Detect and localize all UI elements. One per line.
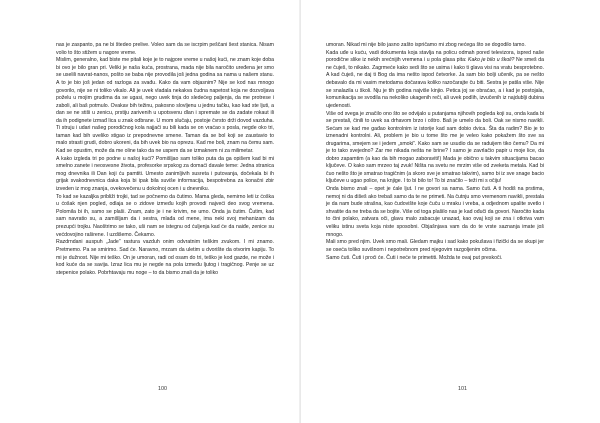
paragraph: Mislim, generalno, kad biste me pitali koje je to najgore vreme u našoj kući, ne znam koje doba bi ovo je bilo gran pri. Veliki je naša kuća, prostrana, mada nije bila naročito uređena jer smo se uselili navrat-nanos, pošto se baba nije provodila još jedna godina sa nama u našem stanu. A to je bio još jedan od razloga za svađu. Kako da vam objasnim? Nije se kod nas mnogo govorilo, nije se ni toliko vikalo. Ali je uvek vladala nekakva čudna napetost koja ne dozvoljava poželu u mojim grudima da se ugasi, nego uvek tinja do sledećeg paljenja, da me protrese i zaboli, ali baš potmulo. Ovakav bih težinu, pakosno slovljenu u jednu tačku, kao kad ste ljuti, a dan se ne stiši u zenicu, prstiju zarivenih u upotsvenu dlan i spremate se da zadate rokaut ili da ih podignete izmađ lica u znak odbrane. U mom slučaju, postoje čvrsto drži dovod vazduha. Ti struju i udari našeg porodičnog kola najjači su bili kada se on vraćao s posla, negde oko tri, taman kad bih uveliko stigao iz prepodnevne smene. Taman da se bol koji se zaustavio to malo strasti grudi, dobro ukoreni, da bih uvek bio na oprezu. Kad me boli, znam na čemu sam. Kad se opustim, može da me oline tako da ne uspem da se izmaknem ni za milimetar. bbox=[56, 57, 274, 154]
paragraph: Više od svega je značilo ono što se odvijalo u putanjama njihovih pogleda koji su, onda kada bi se prestali, činili to uvek sa drhavom brzo i oštro. Baš je umelo da boli. Oak se nismo navikli. Sećam se kad me gađao kontrolnim iz istorije kad sam dobio dvica. Šta da radim? Bio je to iznenadni kontrolni. Ali, problem je bio u tome što me je veleo kako pokažem što sve sa drugarima, smejem se i jedem „smoki”. Kako sam se usudio da se raduijem tiko čemu? Da mi je to tako svejedno? Zar me nikada nešta ne brine? I samo je zavrlačio papir u moje lice, da dobro zapamtim (a kao da bih mogao zaboraviti!) Mada je obično u takvim situacijama bacao ključeve. O kako sam mrzeo taj zvuk! Ništa na svetu ne mrzim više od zveketa metala. Kad bi čuo nešto što je smatrao tragičnim (a skoro sve je smatrao takvim), samo bi iz sve snage bacio ključeve u ugao police, na knjige. I to bi bilo to! To bi značilo – teži mi s očiju! bbox=[326, 110, 544, 185]
page-number: 101 bbox=[458, 386, 467, 392]
paragraph: Razdrndani auspuh „Jade” rastura vazduh onim odvratnim teškim zvukom. I mi znamo. Pretmemo. Pa se smirimo. Sad će. Naravno, mrzam da uletim u dvorište da otvorim kapiju. To mi je dužnost. Nije mi teško. On je umoran, radi od osam do tri, teško je kod gazde, ne može i kod kuće da se savija. Izraz lica mu je negde na pola između ljutog i tragičnog. Penje se uz stepenice polako. Pobrhtavaju mu noge – to da bismo znali da je toliko bbox=[56, 239, 274, 276]
paragraph: Kada uđe u kuću, vadi dokumenta koja stavlja na policu odmah pored televizora, ispred naše porodične slike iz nekih srećnijih vremena i u pola glasa pita: Kako je bilo u školi? Ne smeš da ne čuješ, to nikako. Zagrmeće kako sedi što se usima i kako ti glava visi na vratu besprotebno. A kad čuješ, ne daj ti Bog da ima nešto ispod četvorke. Ja sam bio bolji učenik, pa se nešto debavalo da mi vasim metodama dočarava koliko razočarajte ču biti. Sestra je patila više. Nije se snalazila u školi. Nju je tih godina najviše kinjio. Petica joj se obraćao, a i kad je postojala, komunikacija se svodila na nekoliko ukagenih reči, ali uvek podlih, izvučenih iz najdublji dubina ujedenosti. bbox=[326, 49, 545, 109]
italic-quote: Kako je bilo u školi? bbox=[468, 57, 515, 64]
paragraph: Mali smo pred njim. Uvek smo mali. Gledam majku i sad kako pokušava i fizički da se skupi jer se oseća toliko suvišnom i nepotrebnom pred njegovim razgoljenim očima. bbox=[326, 239, 544, 253]
paragraph: umoran. Nikad mi nije bilo jasno zašto ispričamo mi zbog nećega što se dogodilo tamo. bbox=[326, 42, 526, 48]
paragraph: Onda bismo znali – opet je ćale ljut. I ne govori sa nama. Samo čuti. A ti hodiš na prstima, nemoj ni da dišeš ako trebaš samo da te ne primeti. Na čutnju smo vremenom navikli, prestala je da nam bude strašna, kao čudovište koje čuču u mraku i vreba, a odjednom upalite svetlo i shvatite da ne treba da se bojite. Više od toga plašilo nas je kad ođuči da govori. Naročito kada to čini polako, zatvara oči, glavu malo zabacuje unazad, kao ovaj koji se zna i otkriva vam veliku istinu sveta koja niste sposobni. Objašnjava vam da do te vrste saznanja imate još mnogo. bbox=[326, 186, 544, 238]
paragraph: nas je zaspanto, pa ne bi štedeo prelive. Voleo sam da se iscrpim peščani šest stanica. Nisam volio to što stižem u nagore vreme. bbox=[56, 42, 274, 56]
right-page bbox=[300, 0, 600, 423]
paragraph: A kako izgleda tri po podne u našoj kući? Pomišljao sam toliko puta da ga opišem kad bi mi smelno zanete i neosvesne života, profesorke srpskog za domaći davale teme: Jedna stranica mog dnevnika ili Dan koji ću pamtiti. Umesto zanimljivih susreta i putovanja, dočekala bi ih grijak svakodnevnica daka koja bi ipak bila suviše informacija, bespotrebna za konačni zbir izveden iz mog znanja, ovekovečenu u dokolnoj ocen i u dnevniku. bbox=[56, 155, 274, 192]
page-number: 100 bbox=[158, 386, 167, 392]
paragraph: Samo čuti. Čuti i proći će. Čuti i neće te primetiti. Možda te ovaj put preskoči. bbox=[326, 254, 503, 261]
paragraph: To kad se kazaljka približi trojki, tad se počnemo da čutimo. Mama gleda, nemirno leti iz ćoška u ćošak njen pogled, odlaja se o zidove između kojih provodi najveći deo svog vremena. Polomila bi ih, samo se plaši. Znam, zato je i ne krivim, ne umo. Onda ja čutim. Čutim, kad sam navratio su, a zamišljam da i sestra, mlađa od mene, ima neki svoj mehanizam da prezupći trojku. Naoštrimo se tako, uši nam se istegnu od ćuljenja kad će da naiđe, zenice su većdovojino raširene. I uzdišemo. Čekamo. bbox=[56, 193, 274, 238]
